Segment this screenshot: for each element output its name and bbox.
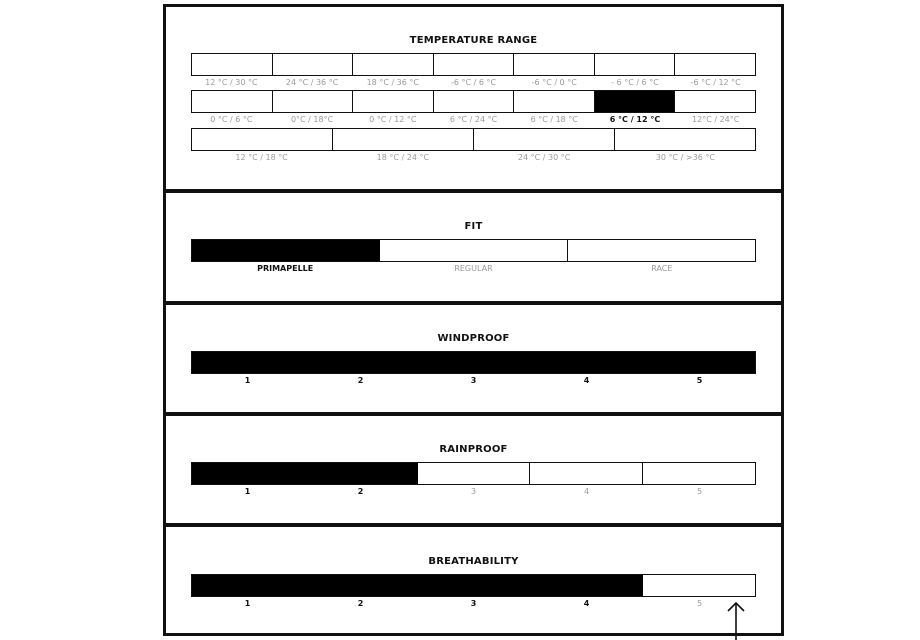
temperature-option-label: 6 °C / 12 °C bbox=[609, 115, 661, 124]
windproof-levels bbox=[191, 376, 756, 385]
temperature-option[interactable] bbox=[514, 91, 595, 112]
breathability-segment bbox=[418, 575, 531, 596]
temperature-option-label: -6 °C / 12 °C bbox=[690, 78, 741, 87]
temperature-option-label: 12°C / 24°C bbox=[692, 115, 740, 124]
temperature-row-1 bbox=[191, 53, 756, 76]
breathability-level-label: 5 bbox=[696, 599, 703, 608]
breathability-segment bbox=[192, 575, 305, 596]
rainproof-level-label: 5 bbox=[696, 487, 703, 496]
temperature-range-panel bbox=[166, 7, 781, 193]
temperature-option-label: 0 °C / 6 °C bbox=[210, 115, 253, 124]
rainproof-segment bbox=[643, 463, 755, 484]
arrow-up-icon bbox=[726, 601, 746, 640]
temperature-option-label: 0°C / 18°C bbox=[290, 115, 334, 124]
rainproof-level-label: 3 bbox=[470, 487, 477, 496]
temperature-row-3 bbox=[191, 128, 756, 151]
windproof-level-label: 2 bbox=[357, 376, 364, 385]
fit-panel bbox=[166, 193, 781, 305]
rainproof-level-label: 2 bbox=[357, 487, 364, 496]
rainproof-segment bbox=[418, 463, 531, 484]
windproof-level-label: 4 bbox=[583, 376, 590, 385]
temperature-range-title: TEMPERATURE RANGE bbox=[409, 35, 538, 46]
temperature-row-2 bbox=[191, 90, 756, 113]
windproof-segment bbox=[530, 352, 643, 373]
breathability-segment bbox=[530, 575, 643, 596]
windproof-title: WINDPROOF bbox=[437, 333, 510, 344]
temperature-option-label: 18 °C / 36 °C bbox=[366, 78, 419, 87]
breathability-levels bbox=[191, 599, 756, 608]
windproof-level-label: 5 bbox=[696, 376, 703, 385]
fit-title: FIT bbox=[464, 221, 483, 232]
temperature-option[interactable] bbox=[675, 54, 755, 75]
temperature-option[interactable] bbox=[434, 54, 515, 75]
temperature-option[interactable] bbox=[474, 129, 615, 150]
rainproof-levels bbox=[191, 487, 756, 496]
temperature-option[interactable] bbox=[675, 91, 755, 112]
temperature-option-label: 30 °C / >36 °C bbox=[655, 153, 715, 162]
windproof-segment bbox=[192, 352, 305, 373]
breathability-title: BREATHABILITY bbox=[428, 556, 519, 567]
breathability-level-label: 1 bbox=[244, 599, 251, 608]
rainproof-segment bbox=[530, 463, 643, 484]
product-spec-card bbox=[163, 4, 784, 636]
temperature-option[interactable] bbox=[615, 129, 755, 150]
fit-option[interactable] bbox=[192, 240, 380, 261]
temperature-option-label: 24 °C / 30 °C bbox=[517, 153, 571, 162]
fit-option-label: REGULAR bbox=[454, 264, 493, 273]
temperature-row-1-labels bbox=[191, 78, 756, 87]
rainproof-panel bbox=[166, 416, 781, 527]
rainproof-segment bbox=[192, 463, 305, 484]
temperature-option[interactable] bbox=[353, 54, 434, 75]
windproof-panel bbox=[166, 305, 781, 416]
temperature-option-label: 18 °C / 24 °C bbox=[376, 153, 430, 162]
windproof-level-label: 1 bbox=[244, 376, 251, 385]
breathability-bar bbox=[191, 574, 756, 597]
breathability-segment bbox=[643, 575, 755, 596]
temperature-option[interactable] bbox=[192, 129, 333, 150]
temperature-option[interactable] bbox=[595, 91, 676, 112]
breathability-level-label: 4 bbox=[583, 599, 590, 608]
temperature-option-label: 0 °C / 12 °C bbox=[369, 115, 417, 124]
temperature-row-3-labels bbox=[191, 153, 756, 162]
fit-option[interactable] bbox=[568, 240, 755, 261]
temperature-option[interactable] bbox=[192, 54, 273, 75]
temperature-option-label: - 6 °C / 6 °C bbox=[611, 78, 659, 87]
temperature-option-label: 12 °C / 18 °C bbox=[235, 153, 288, 162]
breathability-panel bbox=[166, 527, 781, 633]
rainproof-level-label: 1 bbox=[244, 487, 251, 496]
breathability-segment bbox=[305, 575, 418, 596]
breathability-level-label: 2 bbox=[357, 599, 364, 608]
temperature-option[interactable] bbox=[595, 54, 676, 75]
temperature-option[interactable] bbox=[273, 54, 354, 75]
temperature-option-label: -6 °C / 0 °C bbox=[531, 78, 577, 87]
fit-option[interactable] bbox=[380, 240, 568, 261]
rainproof-level-label: 4 bbox=[583, 487, 590, 496]
temperature-option-label: 24 °C / 36 °C bbox=[285, 78, 339, 87]
fit-option-label: PRIMAPELLE bbox=[257, 264, 314, 273]
temperature-option[interactable] bbox=[514, 54, 595, 75]
fit-labels bbox=[191, 264, 756, 273]
breathability-level-label: 3 bbox=[470, 599, 477, 608]
windproof-segment bbox=[643, 352, 755, 373]
fit-bar bbox=[191, 239, 756, 262]
temperature-option-label: 6 °C / 24 °C bbox=[449, 115, 498, 124]
rainproof-segment bbox=[305, 463, 418, 484]
windproof-level-label: 3 bbox=[470, 376, 477, 385]
windproof-segment bbox=[305, 352, 418, 373]
rainproof-bar bbox=[191, 462, 756, 485]
temperature-option[interactable] bbox=[434, 91, 515, 112]
temperature-option[interactable] bbox=[273, 91, 354, 112]
temperature-option[interactable] bbox=[333, 129, 474, 150]
temperature-option-label: 6 °C / 18 °C bbox=[530, 115, 578, 124]
rainproof-title: RAINPROOF bbox=[439, 444, 508, 455]
windproof-bar bbox=[191, 351, 756, 374]
temperature-option[interactable] bbox=[192, 91, 273, 112]
windproof-segment bbox=[418, 352, 531, 373]
temperature-option[interactable] bbox=[353, 91, 434, 112]
temperature-option-label: -6 °C / 6 °C bbox=[450, 78, 497, 87]
temperature-row-2-labels bbox=[191, 115, 756, 124]
fit-option-label: RACE bbox=[651, 264, 673, 273]
temperature-option-label: 12 °C / 30 °C bbox=[205, 78, 258, 87]
